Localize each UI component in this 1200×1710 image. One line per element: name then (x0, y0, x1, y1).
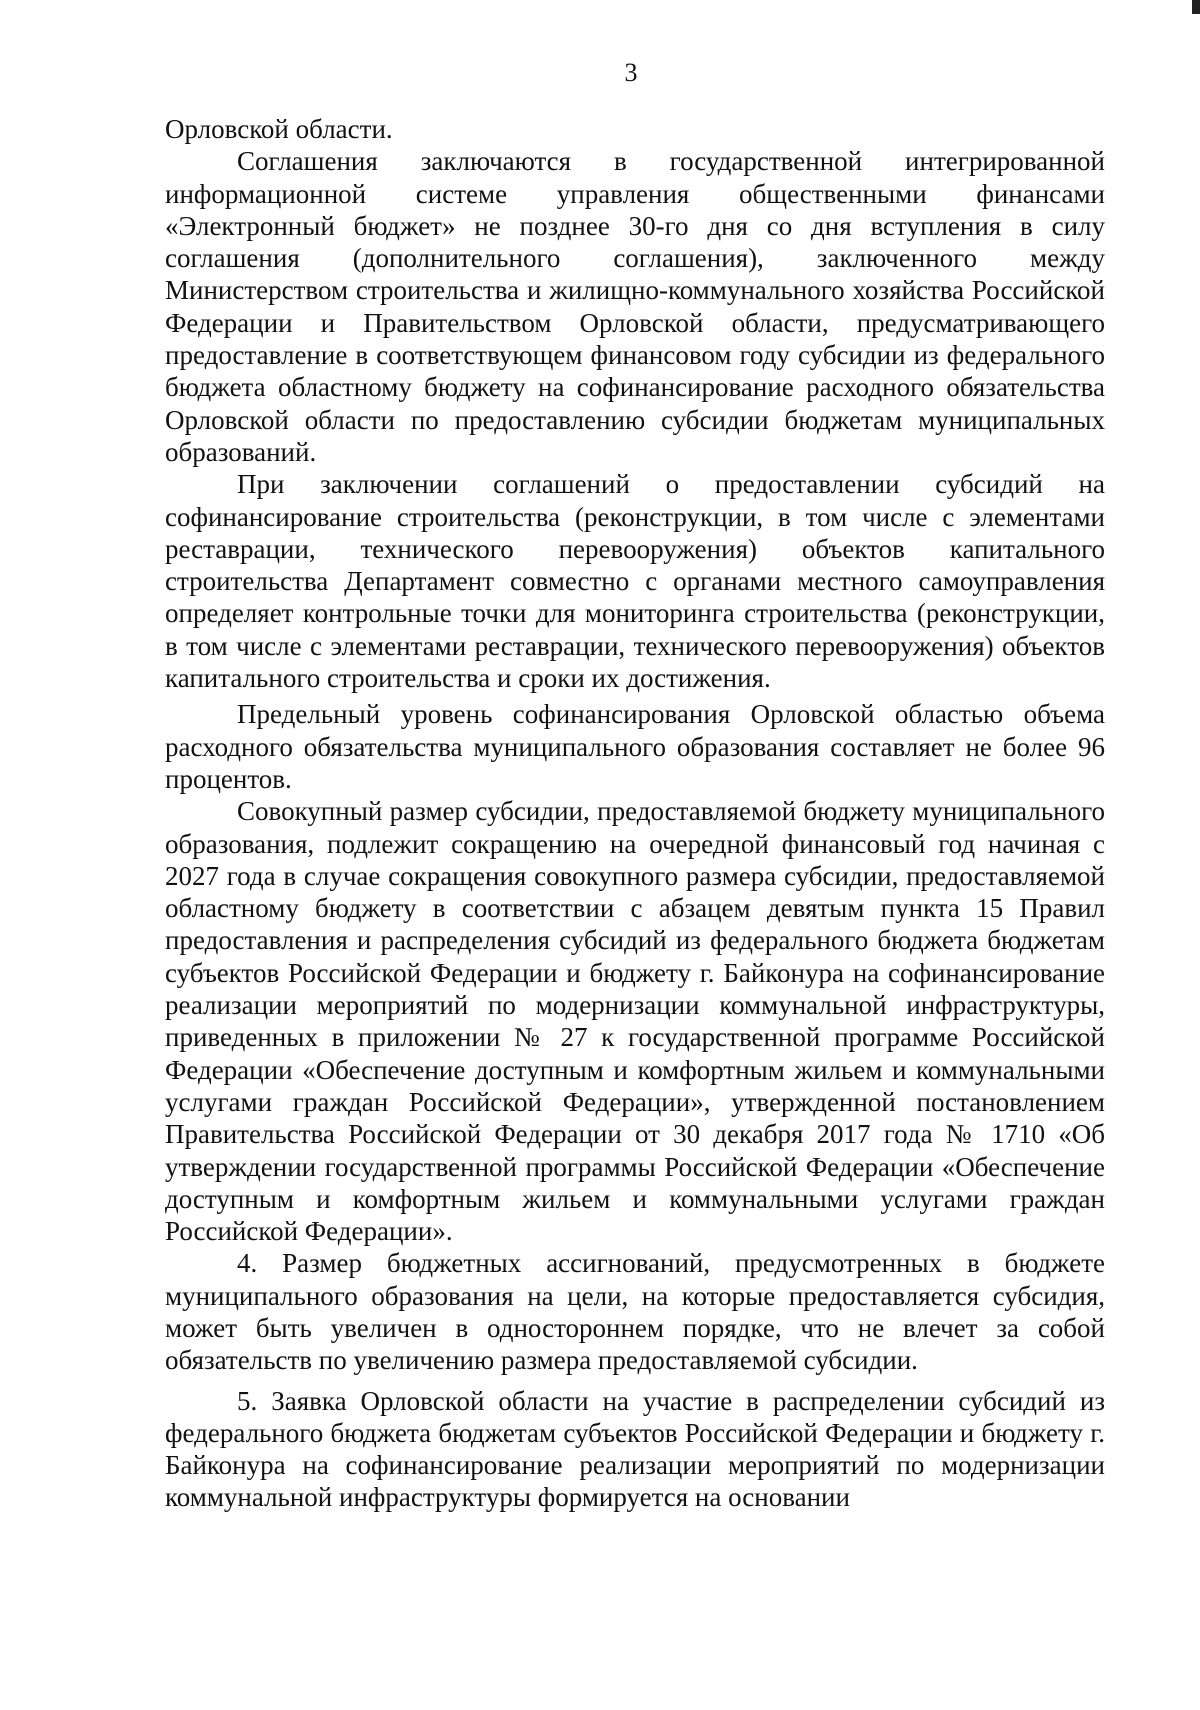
paragraph-cofinancing-level: Предельный уровень софинансирования Орловской областью объема расходного обязательства муниципального образования составляет не более 96 процентов. (165, 699, 1105, 794)
document-body (165, 113, 1105, 1514)
paragraph-continuation: Орловской области. (165, 114, 393, 144)
paragraph-control-points: При заключении соглашений о предоставлении субсидий на софинансирование строительства (реконструкции, в том числе с элементами реставрации, технического перевооружения) объектов капитального строительства Департамент совместно с органами местного самоуправления определяет контрольные точки для мониторинга строительства (реконструкции, в том числе с элементами реставрации, технического перевооружения) объектов капитального строительства и сроки их достижения. (165, 469, 1105, 694)
paragraph-agreements: Соглашения заключаются в государственной интегрированной информационной системе управления общественными финансами «Электронный бюджет» не позднее 30-го дня со дня вступления в силу соглашения (дополнительного соглашения), заключенного между Министерством строительства и жилищно-коммунального хозяйства Российской Федерации и Правительством Орловской области, предусматривающего предоставление в соответствующем финансовом году субсидии из федерального бюджета областному бюджету на софинансирование расходного обязательства Орловской области по предоставлению субсидии бюджетам муниципальных образований. (165, 146, 1105, 467)
page-number: 3 (624, 58, 638, 87)
paragraph-item-5: 5. Заявка Орловской области на участие в распределении субсидий из федерального бюджета бюджетам субъектов Российской Федерации и бюджету г. Байконура на софинансирование реализации мероприятий по модернизации коммунальной инфраструктуры формируется на основании (165, 1385, 1105, 1513)
paragraph-item-4: 4. Размер бюджетных ассигнований, предусмотренных в бюджете муниципального образования на цели, на которые предоставляется субсидия, может быть увеличен в одностороннем порядке, что не влечет за собой обязательств по увеличению размера предоставляемой субсидии. (165, 1248, 1105, 1376)
scan-edge-mark (1192, 0, 1200, 14)
paragraph-subsidy-reduction: Совокупный размер субсидии, предоставляемой бюджету муниципального образования, подлежит сокращению на очередной финансовый год начиная с 2027 года в случае сокращения совокупного размера субсидии, предоставляемой областному бюджету в соответствии с абзацем девятым пункта 15 Правил предоставления и распределения субсидий из федерального бюджета бюджетам субъектов Российской Федерации и бюджету г. Байконура на софинансирование реализации мероприятий по модернизации коммунальной инфраструктуры, приведенных в приложении № 27 к государственной программе Российской Федерации «Обеспечение доступным и комфортным жильем и коммунальными услугами граждан Российской Федерации», утвержденной постановлением Правительства Российской Федерации от 30 декабря 2017 года № 1710 «Об утверждении государственной программы Российской Федерации «Обеспечение доступным и комфортным жильем и коммунальными услугами граждан Российской Федерации». (165, 796, 1105, 1247)
